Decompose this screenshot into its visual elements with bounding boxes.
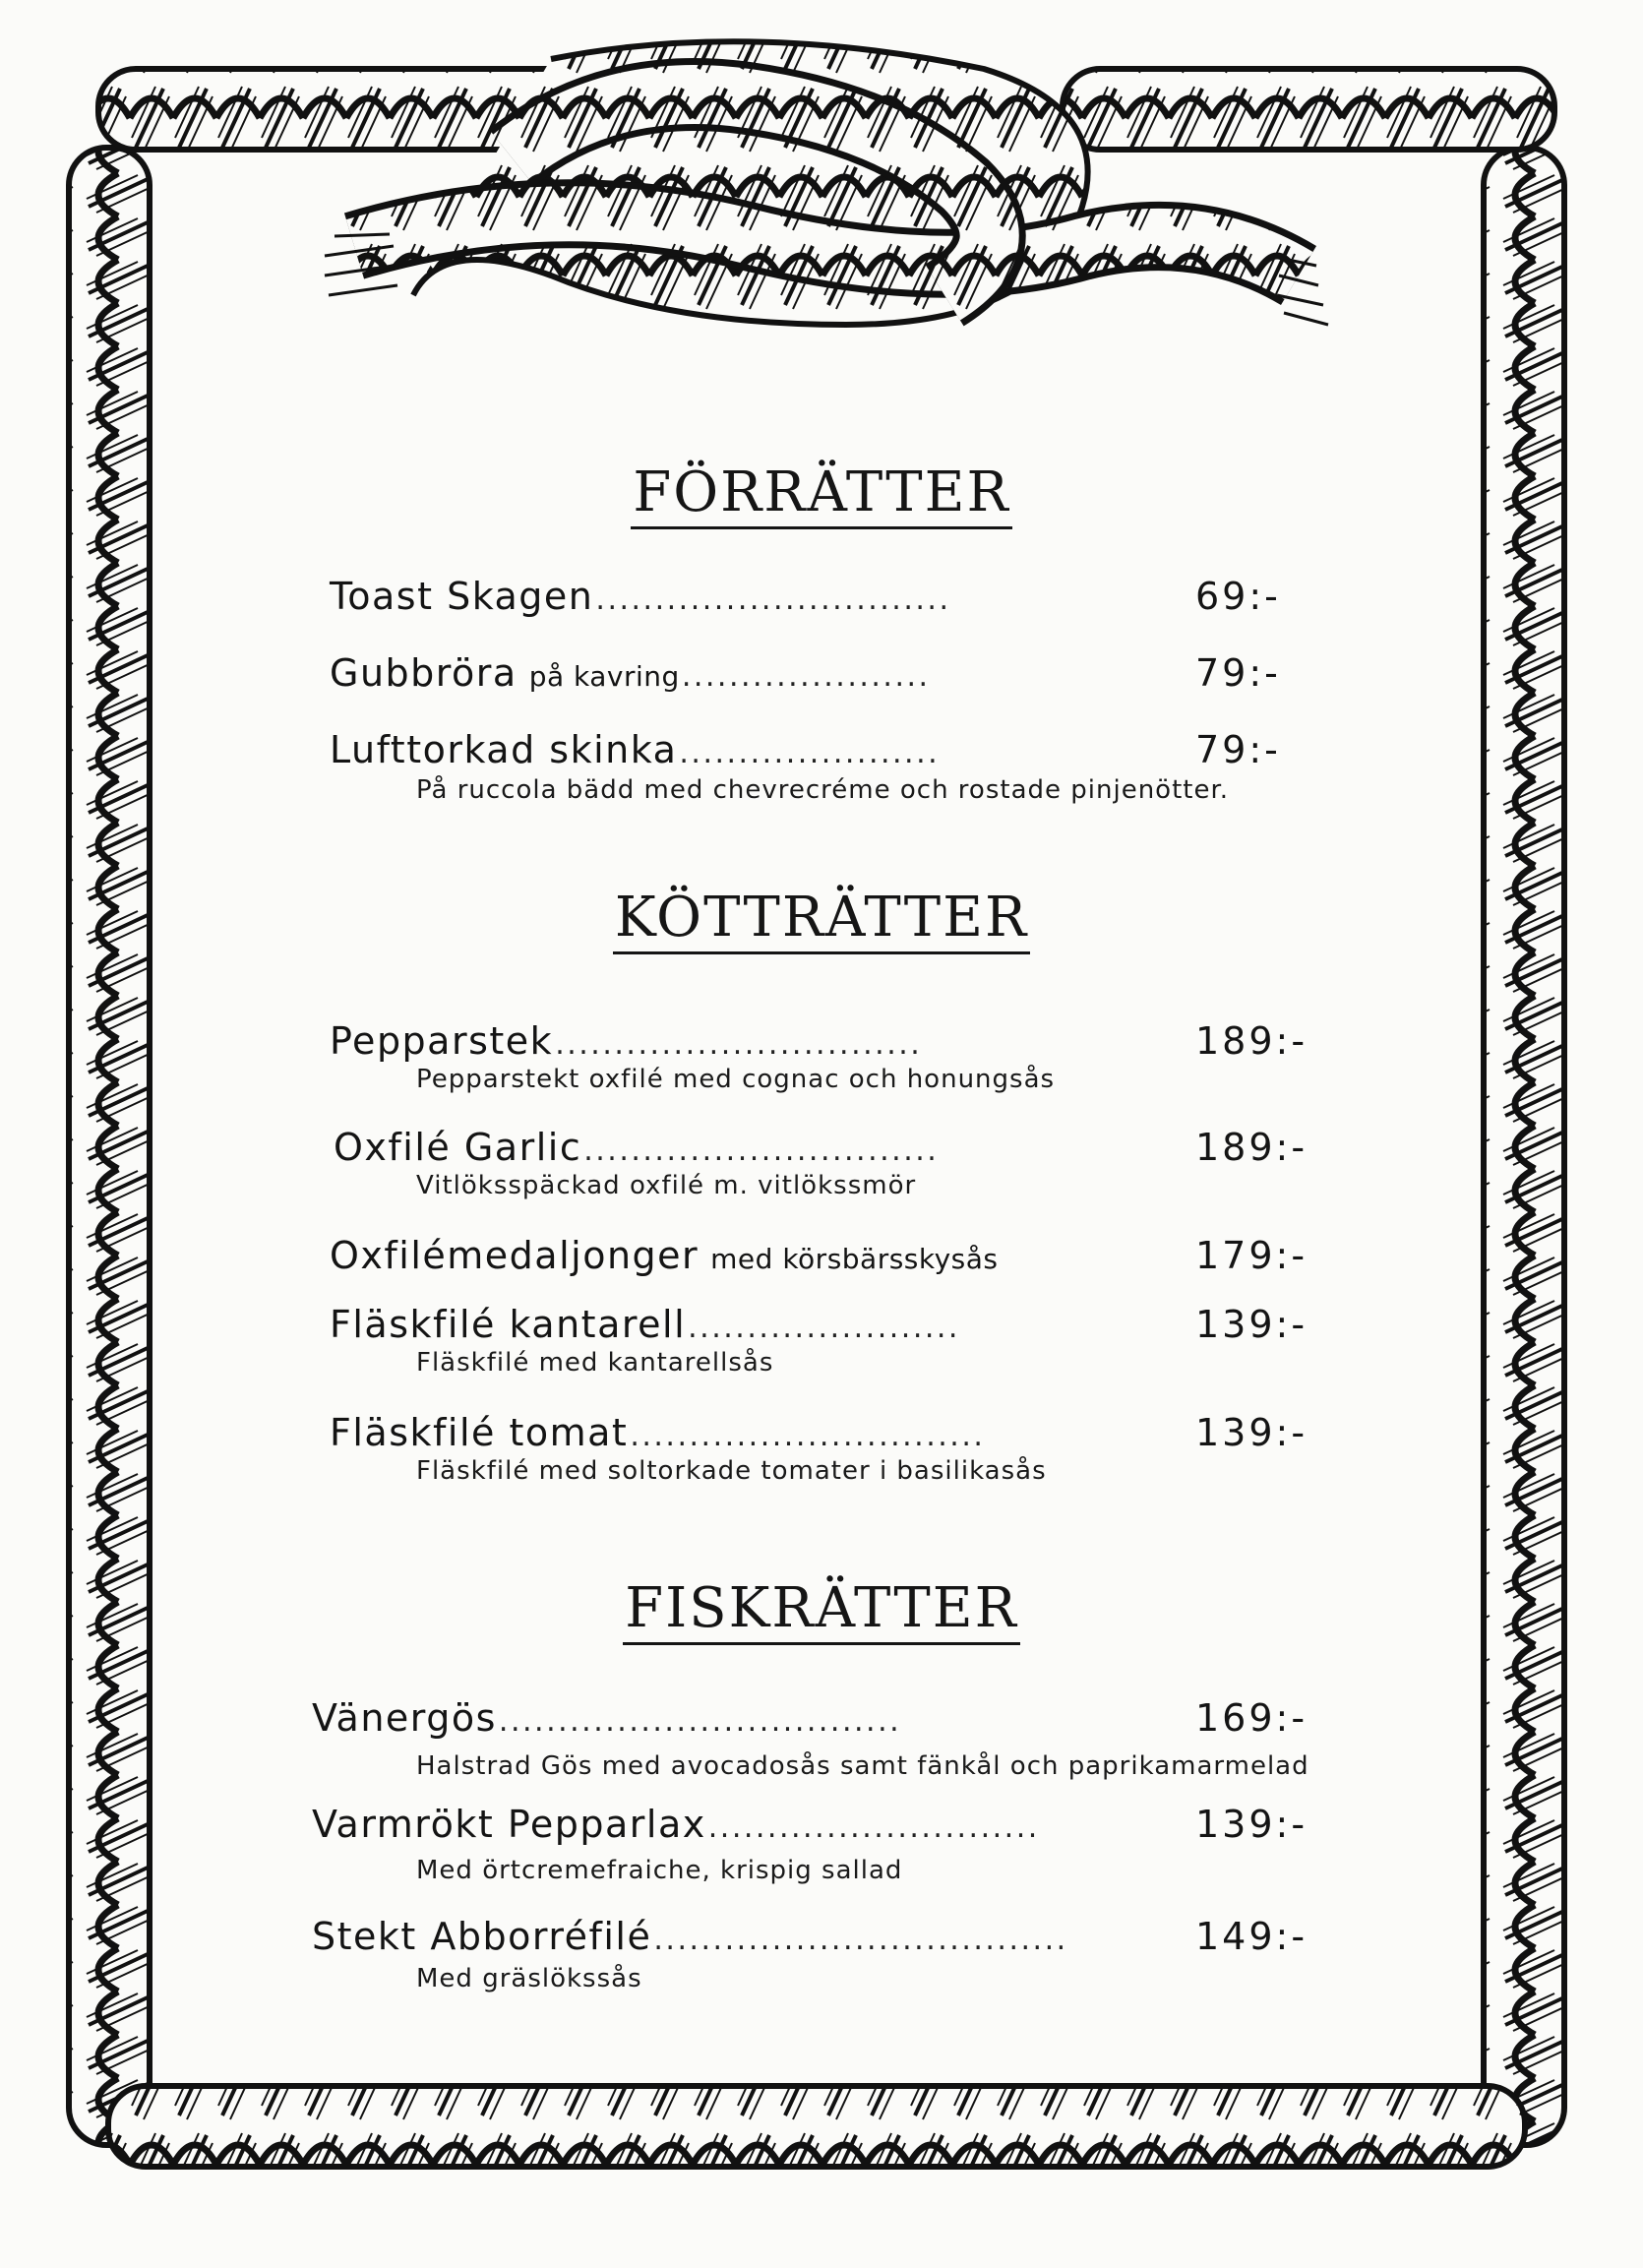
price: 149:- [1195, 1915, 1308, 1958]
menu-item-vanergos [312, 1690, 1313, 1740]
item-title: Fläskfilé tomat [330, 1411, 629, 1454]
item-name [330, 728, 940, 771]
price: 139:- [1195, 1303, 1308, 1346]
menu-item-flaskfile-tomat [330, 1405, 1313, 1454]
item-name [330, 651, 931, 695]
item-title: Lufttorkad skinka [330, 728, 678, 771]
item-name [330, 1019, 922, 1063]
menu-item-pepparstek [330, 1013, 1313, 1063]
item-description: Vitlöksspäckad oxfilé m. vitlökssmör [416, 1171, 917, 1200]
leader-dots: .............................. [630, 1419, 986, 1453]
item-name [312, 1696, 901, 1740]
leader-dots: ...................... [679, 736, 941, 770]
item-name [330, 575, 951, 618]
price: 179:- [1195, 1234, 1308, 1277]
item-description: Med örtcremefraiche, krispig sallad [416, 1856, 903, 1885]
leader-dots: ....................... [688, 1311, 960, 1345]
menu-item-toast-skagen [330, 569, 1313, 618]
menu-item-stekt-abborrefile [312, 1909, 1313, 1958]
item-name [330, 1411, 985, 1454]
leader-dots: .............................. [595, 582, 951, 617]
item-title: Fläskfilé kantarell [330, 1303, 687, 1346]
item-name [312, 1803, 1040, 1846]
menu-item-gubbrora [330, 645, 1313, 695]
item-title: Vänergös [312, 1696, 497, 1740]
item-description: På ruccola bädd med chevrecréme och rostade pinjenötter. [416, 775, 1230, 805]
leader-dots: ..................... [681, 659, 931, 694]
item-title: Toast Skagen [330, 575, 594, 618]
item-title: Pepparstek [330, 1019, 554, 1063]
leader-dots: .................................. [498, 1704, 902, 1739]
item-title: Stekt Abborréfilé [312, 1915, 652, 1958]
leader-dots: .............................. [583, 1134, 940, 1168]
leader-dots: ............................... [555, 1027, 923, 1062]
item-name [334, 1126, 939, 1169]
item-title: Oxfilé Garlic [334, 1126, 582, 1169]
menu-item-oxfile-garlic [330, 1120, 1313, 1169]
item-subtitle: med körsbärsskysås [710, 1243, 999, 1275]
menu-item-oxfilemedaljonger [330, 1228, 1313, 1277]
item-name [312, 1915, 1068, 1958]
section-heading-fiskratter: FISKRÄTTER [330, 1576, 1313, 1640]
item-name [330, 1234, 999, 1277]
item-title: Gubbröra [330, 651, 517, 695]
section-heading-forratter: FÖRRÄTTER [330, 460, 1313, 524]
item-description: Halstrad Gös med avocadosås samt fänkål och paprikamarmelad [416, 1751, 1309, 1781]
menu-item-flaskfile-kantarell [330, 1297, 1313, 1346]
item-subtitle: på kavring [528, 660, 680, 693]
price: 79:- [1195, 728, 1281, 771]
item-description: Pepparstekt oxfilé med cognac och honungsås [416, 1065, 1056, 1094]
menu-content [312, 0, 1313, 2268]
menu-item-lufttorkad-skinka [330, 722, 1313, 771]
item-description: Med gräslökssås [416, 1964, 642, 1993]
item-title: Varmrökt Pepparlax [312, 1803, 706, 1846]
price: 189:- [1195, 1126, 1308, 1169]
menu-item-varmrokt-pepparlax [312, 1797, 1313, 1846]
price: 169:- [1195, 1696, 1308, 1740]
item-name [330, 1303, 960, 1346]
price: 139:- [1195, 1803, 1308, 1846]
price: 69:- [1195, 575, 1281, 618]
price: 139:- [1195, 1411, 1308, 1454]
leader-dots: ................................... [653, 1923, 1068, 1957]
price: 79:- [1195, 651, 1281, 695]
section-heading-kottratter: KÖTTRÄTTER [330, 886, 1313, 950]
item-description: Fläskfilé med soltorkade tomater i basilikasås [416, 1456, 1047, 1486]
price: 189:- [1195, 1019, 1308, 1063]
leader-dots: ............................ [707, 1810, 1040, 1845]
item-title: Oxfilémedaljonger [330, 1234, 700, 1277]
item-description: Fläskfilé med kantarellsås [416, 1348, 774, 1378]
